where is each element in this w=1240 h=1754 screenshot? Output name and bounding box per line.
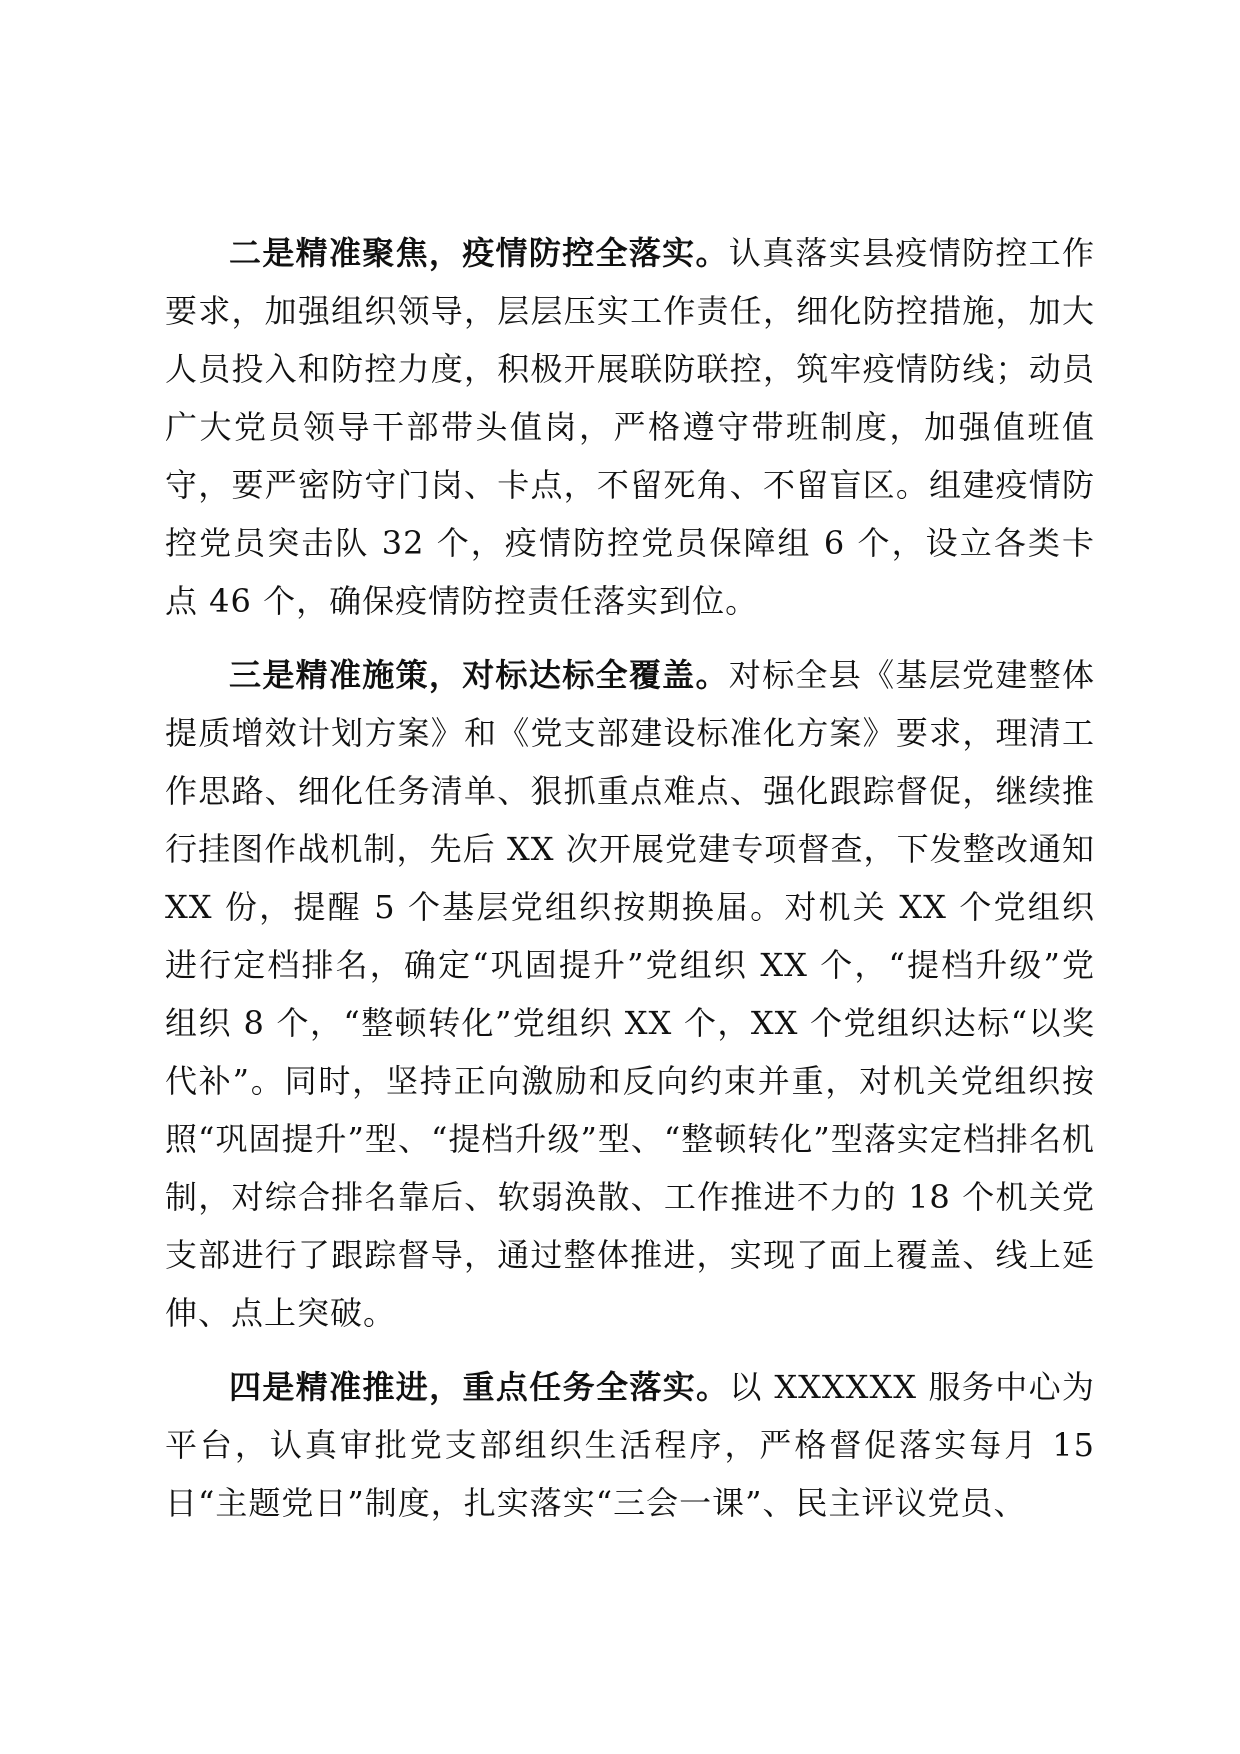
paragraph-heading: 四是精准推进，重点任务全落实。 (229, 1368, 730, 1406)
paragraph-text: 以 XXXXXX 服务中心为平台，认真审批党支部组织生活程序，严格督促落实每月 15 日“主题党日”制度，扎实落实“三会一课”、民主评议党员、 (165, 1368, 1095, 1522)
paragraph-standards-coverage (165, 646, 1095, 1342)
document-body (165, 224, 1095, 1548)
paragraph-heading: 二是精准聚焦，疫情防控全落实。 (229, 234, 729, 272)
paragraph-text: 对标全县《基层党建整体提质增效计划方案》和《党支部建设标准化方案》要求，理清工作思路、细化任务清单、狠抓重点难点、强化跟踪督促，继续推行挂图作战机制，先后 XX 次开展党建专项督查，下发整改通知 XX 份，提醒 5 个基层党组织按期换届。对机关 XX 个党组织进行定档排名，确定“巩固提升”党组织 XX 个，“提档升级”党组织 8 个，“整顿转化”党组织 XX 个，XX 个党组织达标“以奖代补”。同时，坚持正向激励和反向约束并重，对机关党组织按照“巩固提升”型、“提档升级”型、“整顿转化”型落实定档排名机制，对综合排名靠后、软弱涣散、工作推进不力的 18 个机关党支部进行了跟踪督导，通过整体推进，实现了面上覆盖、线上延伸、点上突破。 (165, 656, 1095, 1332)
paragraph-epidemic-prevention (165, 224, 1095, 630)
paragraph-text: 认真落实县疫情防控工作要求，加强组织领导，层层压实工作责任，细化防控措施，加大人员投入和防控力度，积极开展联防联控，筑牢疫情防线；动员广大党员领导干部带头值岗，严格遵守带班制度，加强值班值守，要严密防守门岗、卡点，不留死角、不留盲区。组建疫情防控党员突击队 32 个，疫情防控党员保障组 6 个，设立各类卡点 46 个，确保疫情防控责任落实到位。 (165, 234, 1095, 620)
paragraph-key-tasks (165, 1358, 1095, 1532)
paragraph-heading: 三是精准施策，对标达标全覆盖。 (229, 656, 729, 694)
